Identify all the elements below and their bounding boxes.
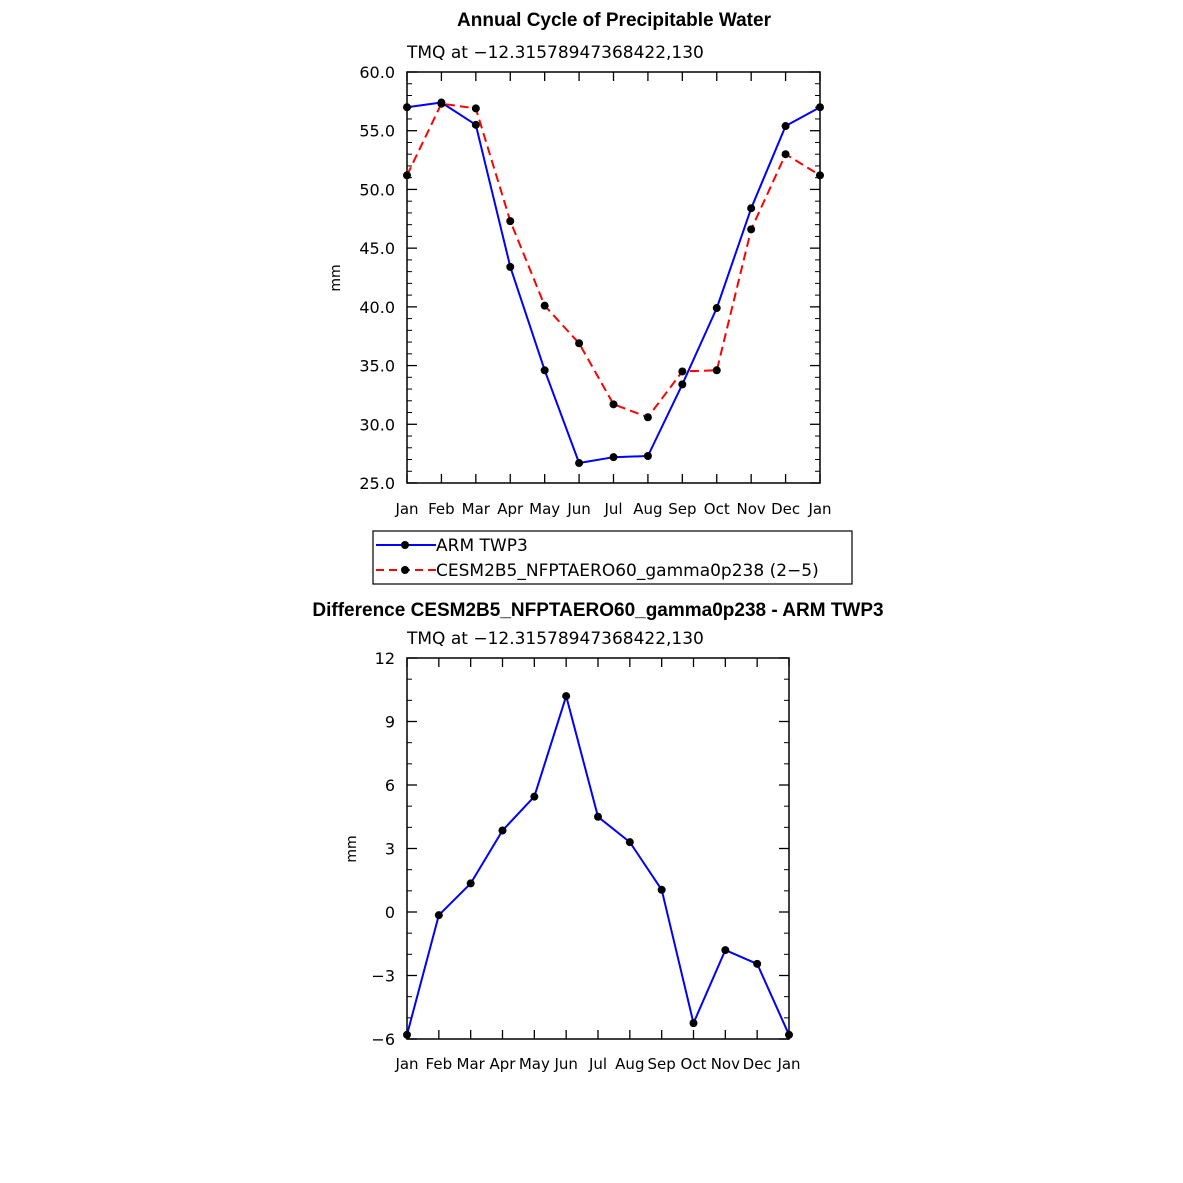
series-line-1 (407, 104, 820, 418)
y-tick-label: 6 (384, 776, 395, 795)
data-point (747, 204, 755, 212)
y-tick-label: 0 (384, 903, 395, 922)
x-tick-label: Aug (615, 1055, 645, 1073)
data-point (816, 103, 824, 111)
data-point (678, 367, 686, 375)
y-tick-label: 25.0 (359, 474, 395, 493)
x-tick-label: Sep (668, 500, 697, 518)
series-line-0 (407, 103, 820, 464)
x-tick-label: Jul (588, 1055, 608, 1073)
legend-label-cesm: CESM2B5_NFPTAERO60_gamma0p238 (2−5) (436, 561, 819, 581)
x-tick-label: Apr (497, 500, 524, 518)
plot-area (371, 649, 800, 1073)
legend-marker-arm (401, 541, 409, 549)
y-tick-label: 3 (384, 839, 395, 859)
data-point (782, 150, 790, 158)
x-tick-label: Jun (567, 500, 591, 518)
data-point (721, 946, 729, 954)
data-point (575, 339, 583, 347)
x-tick-label: May (518, 1055, 550, 1073)
data-point (506, 263, 514, 271)
data-point (610, 400, 618, 408)
legend-label-arm: ARM TWP3 (436, 536, 528, 556)
x-tick-label: Mar (456, 1055, 485, 1073)
y-tick-label: 9 (384, 712, 395, 732)
x-tick-label: Oct (680, 1055, 707, 1073)
x-tick-label: Jan (395, 1055, 419, 1073)
precipitable-water-chart (328, 10, 852, 584)
data-point (506, 217, 514, 225)
data-point (403, 171, 411, 179)
data-point (644, 452, 652, 460)
x-tick-label: Jan (808, 500, 832, 518)
plot-area (359, 63, 831, 518)
y-tick-label: −6 (371, 1030, 395, 1049)
x-tick-label: Apr (489, 1055, 516, 1073)
x-tick-label: Nov (736, 500, 766, 518)
y-tick-label: 12 (374, 649, 395, 668)
series-line-0 (407, 696, 789, 1035)
data-point (530, 793, 538, 801)
data-point (713, 366, 721, 374)
x-tick-label: Jan (395, 500, 419, 518)
data-point (610, 453, 618, 461)
y-tick-label: 55.0 (359, 121, 395, 141)
x-tick-label: Oct (703, 500, 730, 518)
data-point (467, 879, 475, 887)
x-tick-label: Dec (742, 1055, 772, 1073)
x-tick-label: Mar (461, 500, 490, 518)
data-point (472, 104, 480, 112)
data-point (644, 413, 652, 421)
plot-frame (407, 658, 789, 1039)
chart-subtitle: TMQ at −12.31578947368422,130 (407, 629, 704, 649)
data-point (541, 302, 549, 310)
x-tick-label: Jan (777, 1055, 801, 1073)
difference-chart (312, 600, 883, 1073)
y-axis-label: mm (328, 264, 344, 292)
data-point (403, 103, 411, 111)
y-tick-label: −3 (371, 966, 395, 986)
data-point (575, 459, 583, 467)
y-axis-label: mm (344, 835, 360, 863)
data-point (435, 911, 443, 919)
data-point (626, 838, 634, 846)
data-point (690, 1019, 698, 1027)
data-point (713, 304, 721, 312)
y-tick-label: 30.0 (359, 415, 395, 435)
x-tick-label: Dec (771, 500, 801, 518)
data-point (785, 1031, 793, 1039)
data-point (562, 692, 570, 700)
x-tick-label: Nov (710, 1055, 740, 1073)
plot-frame (407, 72, 820, 483)
y-tick-label: 60.0 (359, 63, 395, 82)
data-point (499, 827, 507, 835)
y-tick-label: 35.0 (359, 356, 395, 376)
chart-subtitle: TMQ at −12.31578947368422,130 (407, 43, 704, 63)
legend-marker-cesm (401, 566, 409, 574)
x-tick-label: Sep (647, 1055, 676, 1073)
y-tick-label: 40.0 (359, 297, 395, 317)
data-point (747, 225, 755, 233)
x-tick-label: May (529, 500, 561, 518)
y-tick-label: 45.0 (359, 239, 395, 259)
data-point (472, 121, 480, 129)
data-point (403, 1031, 411, 1039)
legend (373, 531, 852, 584)
data-point (594, 813, 602, 821)
data-point (437, 100, 445, 108)
chart-title: Annual Cycle of Precipitable Water (457, 10, 771, 31)
data-point (816, 171, 824, 179)
x-tick-label: Jul (604, 500, 623, 518)
data-point (658, 886, 666, 894)
chart-title: Difference CESM2B5_NFPTAERO60_gamma0p238 - ARM TWP3 (312, 600, 884, 621)
data-point (782, 122, 790, 130)
x-tick-label: Jun (554, 1055, 578, 1073)
data-point (678, 380, 686, 388)
y-tick-label: 50.0 (359, 180, 395, 200)
data-point (541, 366, 549, 374)
x-tick-label: Aug (633, 500, 663, 518)
data-point (753, 960, 761, 968)
x-tick-label: Feb (425, 1055, 453, 1073)
x-tick-label: Feb (428, 500, 455, 518)
